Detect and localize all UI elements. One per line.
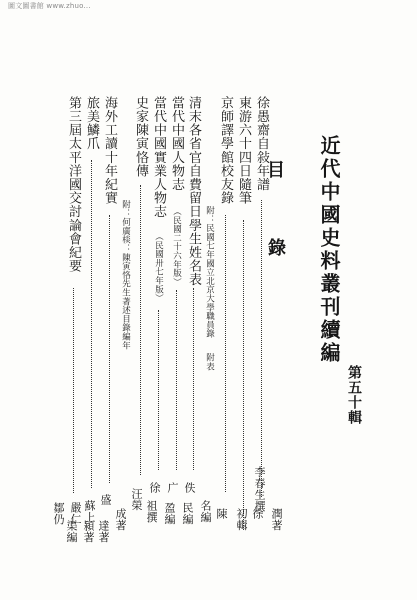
toc-entry-author: 盛 bbox=[99, 494, 112, 506]
toc-entry-note-suffix: 附表 bbox=[204, 353, 215, 371]
dot-leader bbox=[176, 290, 177, 470]
toc-entry-author: 達著 bbox=[97, 520, 110, 543]
toc-entry-author: 潤著 bbox=[270, 508, 283, 531]
toc-entry-author: 徐 bbox=[251, 508, 264, 520]
toc-entry-title: 徐愚齋自敍年譜 bbox=[254, 96, 269, 192]
watermark-text: 圖文圖書館 www.zhuo... bbox=[8, 2, 91, 10]
toc-entry-author: 蘇上 bbox=[83, 500, 96, 523]
toc-entry-title: 第三屆太平洋國交討論會紀要 bbox=[66, 96, 81, 273]
toc-entry-author: 嚴仁 bbox=[69, 502, 82, 525]
toc-entry-note: 附：何廣棪：陳寅恪先生著述目錄編年 bbox=[120, 200, 131, 350]
toc-entry-author: 汪榮 bbox=[130, 488, 143, 511]
toc-entry-title: 東游六十四日隨筆 bbox=[236, 96, 251, 205]
toc-entry-title: 史家陳寅恪傳 bbox=[133, 96, 148, 178]
volume-label: 第五十輯 bbox=[346, 365, 362, 425]
toc-entry-author: 陳 bbox=[215, 508, 228, 520]
toc-entry-title: 旅美鱗爪 bbox=[84, 96, 99, 151]
dot-leader bbox=[243, 220, 244, 530]
series-title: 近代中國史料叢刊續編 bbox=[317, 135, 341, 365]
toc-entry-author: 徐 bbox=[148, 482, 161, 494]
heading-char-lu: 錄 bbox=[268, 238, 286, 259]
heading-char-mu: 目 bbox=[267, 160, 285, 181]
toc-entry-author: 李春生撰 bbox=[253, 466, 266, 512]
toc-entry-title: 當代中國人物志 bbox=[169, 96, 184, 192]
toc-entry-title: 京師譯學館校友錄 bbox=[218, 96, 233, 205]
toc-entry-author: 祖撰 bbox=[145, 500, 158, 523]
dot-leader bbox=[73, 288, 74, 493]
toc-entry-edition: （民國二十六年版） bbox=[171, 207, 182, 287]
toc-entry-author: 佚 bbox=[183, 482, 196, 494]
dot-leader bbox=[140, 185, 141, 475]
toc-entry-author: 名編 bbox=[199, 500, 212, 523]
dot-leader bbox=[158, 310, 159, 470]
dot-leader bbox=[109, 215, 110, 483]
dot-leader bbox=[261, 200, 262, 497]
toc-entry-author: 盈編 bbox=[163, 502, 176, 525]
toc-entry-author: 潁著 bbox=[82, 520, 95, 543]
toc-entry-author: 成著 bbox=[114, 508, 127, 531]
toc-entry-author: 初輯 bbox=[235, 508, 248, 531]
toc-entry-edition: （民國卅七年版） bbox=[153, 232, 164, 303]
dot-leader bbox=[225, 215, 226, 492]
toc-entry-author: 民編 bbox=[181, 502, 194, 525]
toc-entry-note: 附：民國七年國立北京大學職員錄 bbox=[204, 206, 215, 338]
dot-leader bbox=[193, 288, 194, 470]
toc-entry-title: 海外工讀十年紀實 bbox=[102, 96, 117, 205]
toc-entry-author: 鄒仍 bbox=[52, 502, 65, 525]
dot-leader bbox=[91, 160, 92, 488]
toc-entry-title: 當代中國實業人物志 bbox=[151, 96, 166, 219]
toc-entry-title: 清末各省官自費留日學生姓名表 bbox=[186, 96, 201, 287]
toc-entry-author: 广 bbox=[166, 482, 179, 494]
toc-entry-author: 渠編 bbox=[65, 520, 78, 543]
